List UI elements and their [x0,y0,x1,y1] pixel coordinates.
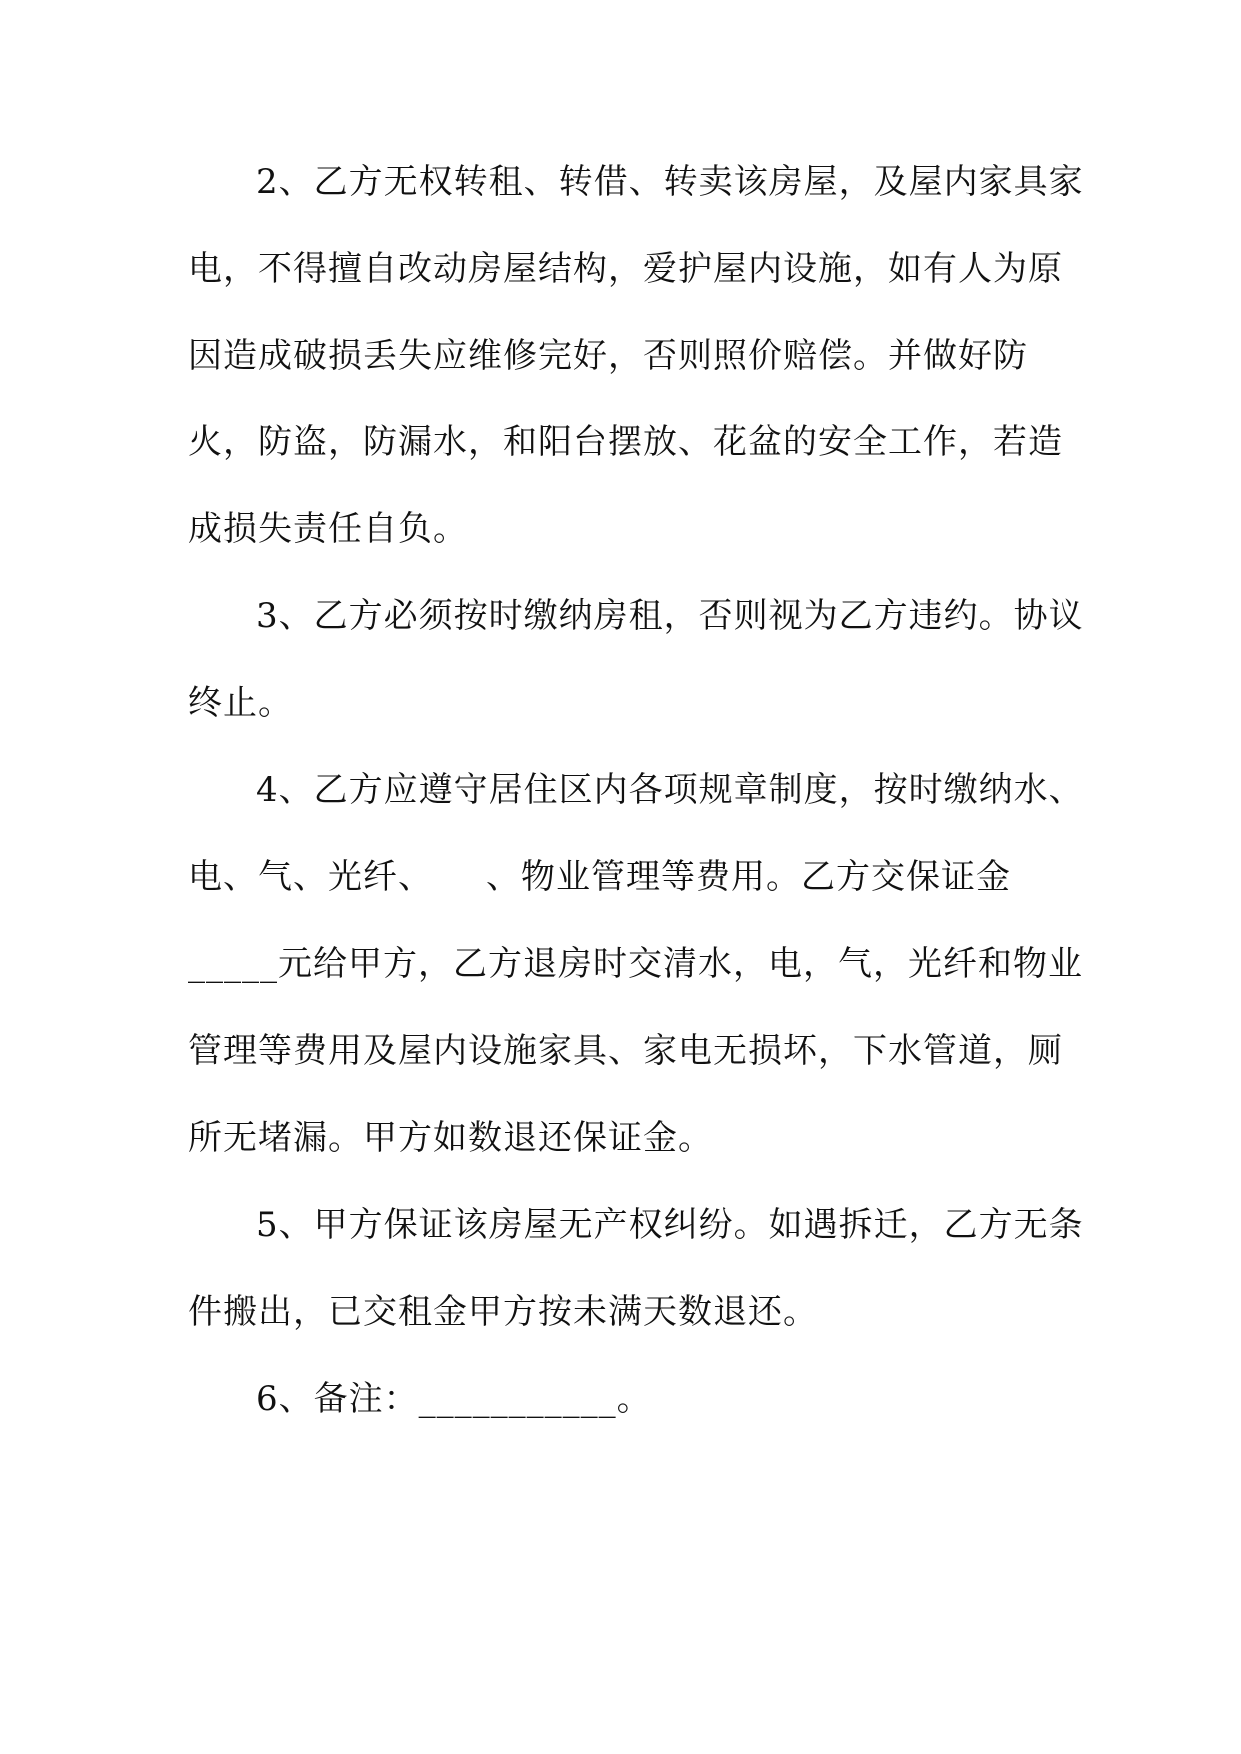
paragraph-3-line-2: 终止。 [188,683,293,723]
paragraph-2-line-3: 因造成破损丢失应维修完好，否则照价赔偿。并做好防 [188,336,1028,376]
paragraph-4-line-3: _____元给甲方，乙方退房时交清水，电，气，光纤和物业 [188,944,1083,984]
paragraph-2-line-2: 电，不得擅自改动房屋结构，爱护屋内设施，如有人为原 [188,249,1063,289]
paragraph-4-line-5: 所无堵漏。甲方如数退还保证金。 [188,1118,713,1158]
paragraph-2-line-4: 火，防盗，防漏水，和阳台摆放、花盆的安全工作，若造 [188,422,1063,462]
paragraph-2-line-5: 成损失责任自负。 [188,509,468,549]
paragraph-4-line-4: 管理等费用及屋内设施家具、家电无损坏，下水管道，厕 [188,1031,1063,1071]
paragraph-2-line-1: 2、乙方无权转租、转借、转卖该房屋，及屋内家具家 [256,162,1084,202]
paragraph-5-line-2: 件搬出，已交租金甲方按未满天数退还。 [188,1292,818,1332]
paragraph-6-line-1: 6、备注：___________。 [256,1379,652,1419]
paragraph-4-line-1: 4、乙方应遵守居住区内各项规章制度，按时缴纳水、 [256,770,1084,810]
paragraph-5-line-1: 5、甲方保证该房屋无产权纠纷。如遇拆迁，乙方无条 [256,1205,1084,1245]
paragraph-4-line-2: 电、气、光纤、 、物业管理等费用。乙方交保证金 [188,857,1011,897]
paragraph-3-line-1: 3、乙方必须按时缴纳房租，否则视为乙方违约。协议 [256,596,1084,636]
